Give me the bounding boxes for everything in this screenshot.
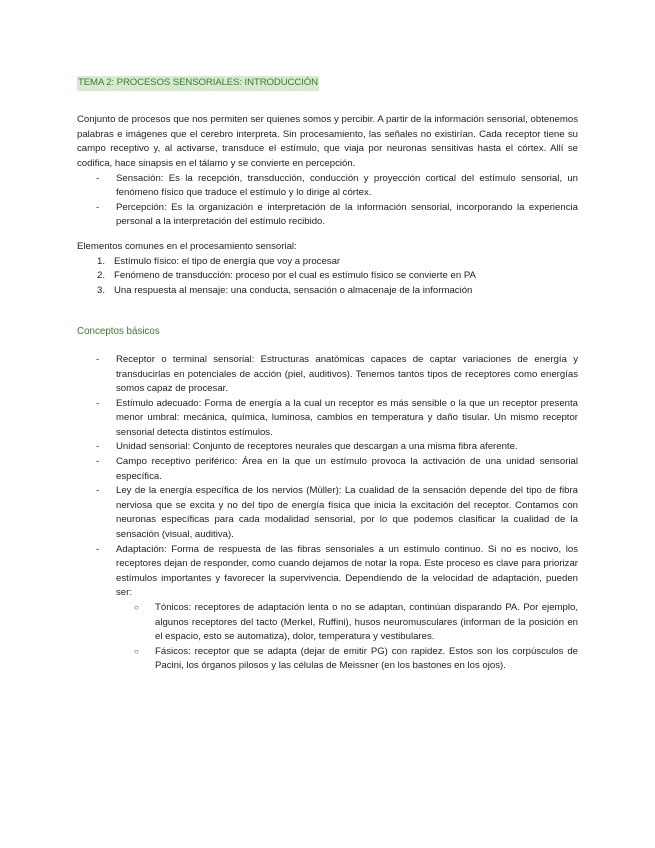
concept-item: - Ley de la energía específica de los nervios (Müller): La cualidad de la sensación depende del tipo de fibra nerviosa que se excita y no del tipo de energía física que inicia la excitación del receptor. Contamos con neuronas específicas para cada modalidad sensorial, por lo que podemos clasificar la cualidad de la sensación (visual, auditiva).	[77, 484, 578, 542]
intro-paragraph: Conjunto de procesos que nos permiten ser quienes somos y percibir. A partir de la información sensorial, obtenemos palabras e imágenes que el cerebro interpreta. Sin procesamiento, las señales no existirían. Cada receptor tiene su campo receptivo y, al activarse, transduce el estímulo, que viaja por neuronas sensitivas hasta el córtex. Allí se codifica, hace sinapsis en el tálamo y se convierte en percepción.	[77, 114, 578, 169]
intro-list	[77, 172, 578, 230]
intro-item-percepcion: - Percepción: Es la organización e interpretación de la información sensorial, incorporando la experiencia personal a la interpretación del estímulo recibido.	[77, 201, 578, 230]
concepts-list	[77, 353, 578, 601]
adaptation-item-tonicos: ○ Tónicos: receptores de adaptación lenta o no se adaptan, continúan disparando PA. Por ejemplo, algunos receptores del tacto (Merkel, Ruffini), husos neuromusculares (informan de la posición en el espacio, esto se automatiza), dolor, temperatura y vestibulares.	[77, 601, 578, 645]
concept-item: - Adaptación: Forma de respuesta de las fibras sensoriales a un estímulo continuo. Si no es nocivo, los receptores dejan de responder, como cuando dejamos de notar la ropa. Este proceso es clave para priorizar estímulos importantes y favorecer la supervivencia. Dependiendo de la velocidad de adaptación, pueden ser:	[77, 543, 578, 601]
concept-item: - Receptor o terminal sensorial: Estructuras anatómicas capaces de captar variaciones de energía y transducirlas en potenciales de acción (piel, auditivos). Tenemos tantos tipos de receptores como energías somos capaz de procesar.	[77, 353, 578, 397]
section-heading: Conceptos básicos	[77, 326, 160, 338]
concept-item: - Unidad sensorial: Conjunto de receptores neurales que descargan a una misma fibra aferente.	[77, 440, 578, 455]
intro-item-sensacion: - Sensación: Es la recepción, transducción, conducción y proyección cortical del estímulo sensorial, un fenómeno físico que traduce el estímulo y lo dirige al córtex.	[77, 172, 578, 201]
common-elements-heading: Elementos comunes en el procesamiento sensorial:	[77, 240, 297, 252]
list-item: 3. Una respuesta al mensaje: una conducta, sensación o almacenaje de la información	[97, 284, 473, 296]
adaptation-list	[77, 601, 578, 674]
concept-item: - Estímulo adecuado: Forma de energía a la cual un receptor es más sensible o la que un receptor presenta menor umbral: mecánica, química, luminosa, cambios en temperatura y daño tisular. Un mismo receptor sensorial detecta distintos estímulos.	[77, 397, 578, 441]
adaptation-item-fasicos: ○ Fásicos: receptor que se adapta (dejar de emitir PG) con rapidez. Estos son los corpúsculos de Pacini, los órganos pilosos y las células de Meissner (en los bastones en los ojos).	[77, 645, 578, 674]
document-title: TEMA 2: PROCESOS SENSORIALES: INTRODUCCIÓN	[77, 76, 319, 91]
concept-item: - Campo receptivo periférico: Área en la que un estímulo provoca la activación de una unidad sensorial específica.	[77, 455, 578, 484]
list-item: 2. Fenómeno de transducción: proceso por el cual es estímulo físico se convierte en PA	[97, 270, 476, 282]
list-item: 1. Estímulo físico: el tipo de energía que voy a procesar	[97, 255, 341, 267]
document-page	[77, 76, 578, 674]
common-elements-list	[77, 255, 578, 299]
